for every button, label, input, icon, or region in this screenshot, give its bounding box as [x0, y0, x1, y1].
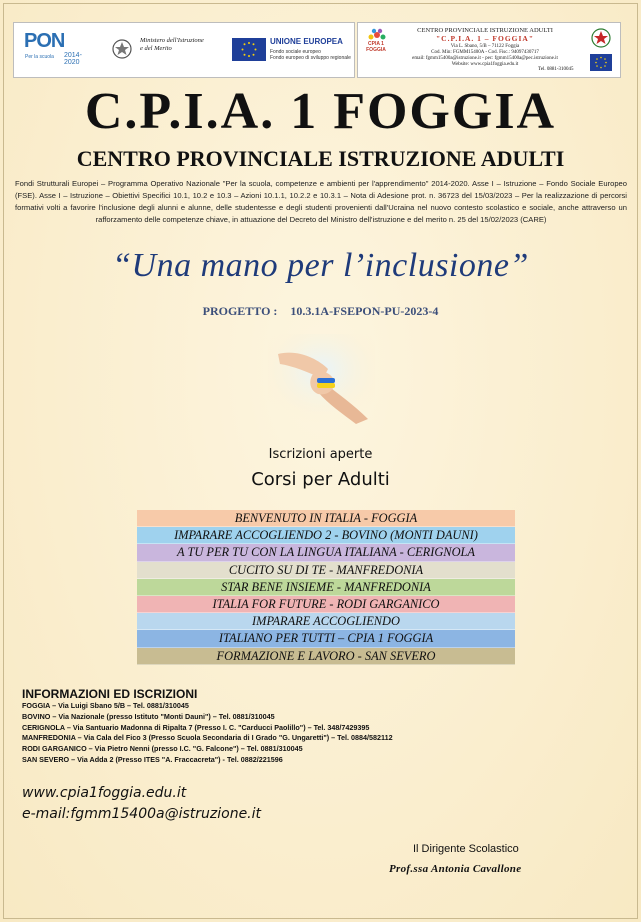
email-link[interactable]: e-mail:fgmm15400a@istruzione.it	[22, 806, 262, 822]
italy-emblem-icon	[590, 26, 612, 50]
course-list	[137, 510, 515, 665]
cpia-logo-text: CPIA 1 FOGGIA	[366, 41, 386, 53]
eu-flag-icon	[590, 54, 612, 71]
ministry-line-2: e del Merito	[140, 45, 172, 52]
info-line: BOVINO – Via Nazionale (presso Istituto "Monti Dauni") – Tel. 0881/310045	[22, 711, 275, 721]
project-code-line	[0, 304, 641, 319]
school-short-name: "C.P.I.A. 1 – FOGGIA"	[435, 34, 534, 43]
pon-logo-text: PON	[24, 30, 65, 52]
project-motto: “Una mano per l’inclusione”	[112, 247, 529, 284]
info-heading: INFORMAZIONI ED ISCRIZIONI	[22, 687, 198, 701]
page-title: C.P.I.A. 1 FOGGIA	[84, 83, 557, 140]
funds-description: Fondi Strutturali Europei – Programma Operativo Nazionale "Per la scuola, competenze e ambienti per l'apprendimento" 2014-2020. Asse I – Istruzione – Fondo Sociale Europeo (FSE). Asse I – Istruzione – Obiettivi Specifici 10.1, 10.2 e 10.3 – Azioni 10.1.1, 10.2.2 e 10.3.1 – Nota di Adesione prot. n. 36723 del 15/03/2023 – Per la realizzazione di percorsi formativi volti a favorire l'inclusione degli alunni e alunne, delle studentesse e degli studenti provenienti dall'Ucraina nel nuovo contesto scolastico e sociale, anche attraverso un rafforzamento delle competenze chiave, in attuazione del Decreto del Ministro dell'istruzione e del merito n. 25 del 15/02/2023 (CARE)	[15, 179, 627, 224]
hands-photo	[268, 334, 375, 424]
address-line: Website: www.cpia1foggia.edu.it	[451, 62, 519, 67]
signature-name: Prof.ssa Antonia Cavallone	[389, 863, 522, 875]
course-item: FORMAZIONE E LAVORO - SAN SEVERO	[137, 648, 515, 665]
course-item: A TU PER TU CON LA LINGUA ITALIANA - CERIGNOLA	[137, 544, 515, 561]
school-address	[396, 44, 574, 68]
course-item: BENVENUTO IN ITALIA - FOGGIA	[137, 510, 515, 527]
info-line: SAN SEVERO – Via Adda 2 (Presso ITES "A. Fraccacreta") - Tel. 0882/221596	[22, 754, 283, 764]
enrollment-open-text: Iscrizioni aperte	[268, 447, 373, 462]
info-line: FOGGIA – Via Luigi Sbano 5/B – Tel. 0881/310045	[22, 701, 189, 710]
project-code: 10.3.1A-FSEPON-PU-2023-4	[290, 304, 439, 318]
course-item: IMPARARE ACCOGLIENDO 2 - BOVINO (MONTI DAUNI)	[137, 527, 515, 544]
contacts	[22, 783, 261, 825]
course-item: ITALIA FOR FUTURE - RODI GARGANICO	[137, 596, 515, 613]
course-item: ITALIANO PER TUTTI – CPIA 1 FOGGIA	[137, 630, 515, 647]
info-list	[22, 701, 393, 766]
ministry-name	[140, 37, 204, 53]
eu-sub-line-2: Fondo europeo di sviluppo regionale	[270, 55, 351, 61]
italy-emblem-icon	[111, 37, 133, 61]
project-label: PROGETTO :	[202, 304, 278, 318]
pon-logo-years: 2014-2020	[64, 52, 82, 66]
address-line: Via L. Sbano, 5/B – 71122 Foggia	[450, 44, 520, 49]
info-line: RODI GARGANICO – Via Pietro Nenni (presso I.C. "G. Falcone") – Tel. 0881/310045	[22, 744, 303, 754]
school-telephone: Tel. 0881-310045	[538, 67, 574, 72]
course-item: STAR BENE INSIEME - MANFREDONIA	[137, 579, 515, 596]
course-item: CUCITO SU DI TE - MANFREDONIA	[137, 562, 515, 579]
website-link[interactable]: www.cpia1foggia.edu.it	[22, 785, 187, 801]
info-line: MANFREDONIA – Via Cala del Fico 3 (Presso Scuola Secondaria di I Grado "G. Ungaretti") – Tel. 0884/582112	[22, 733, 393, 743]
eu-subtitle	[270, 49, 351, 61]
address-line: Cod. Min: FGMM15400A - Cod. Fisc.: 94097430717	[431, 50, 539, 55]
pon-logo-sub: Per la scuola	[25, 54, 54, 60]
eu-title: UNIONE EUROPEA	[270, 37, 343, 46]
address-line: email: fgmm15400a@istruzione.it - pec: fgmm15400a@pec.istruzione.it	[412, 56, 558, 61]
pon-logo	[24, 30, 86, 68]
header-logos-right	[357, 22, 621, 78]
courses-heading: Corsi per Adulti	[251, 469, 390, 490]
course-item: IMPARARE ACCOGLIENDO	[137, 613, 515, 630]
eu-flag-icon	[232, 38, 266, 61]
school-name-small: CENTRO PROVINCIALE ISTRUZIONE ADULTI	[417, 27, 553, 34]
page-subtitle: CENTRO PROVINCIALE ISTRUZIONE ADULTI	[76, 146, 565, 171]
header-logos-left	[13, 22, 355, 78]
ministry-line-1: Ministero dell'Istruzione	[140, 37, 204, 44]
eu-sub-line-1: Fondo sociale europeo	[270, 49, 321, 55]
info-line: CERIGNOLA – Via Santuario Madonna di Ripalta 7 (Presso I. C. "Carducci Paolillo") – Tel. 348/7429395	[22, 722, 370, 732]
signature-role: Il Dirigente Scolastico	[413, 843, 519, 855]
